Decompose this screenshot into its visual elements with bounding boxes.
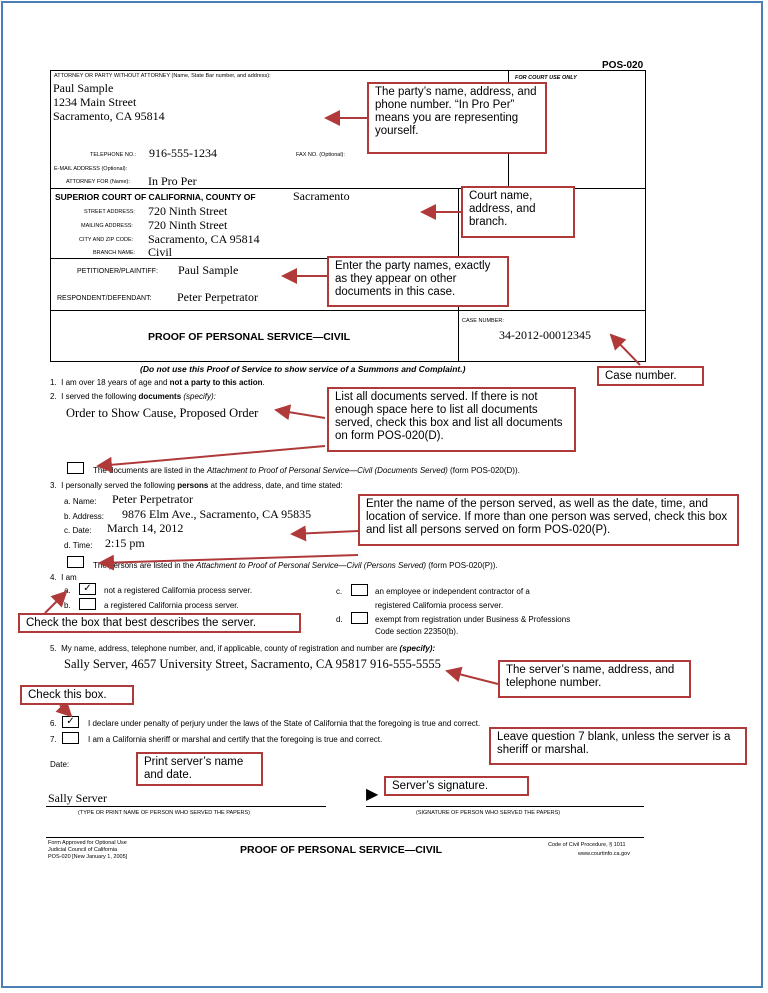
- option-a-letter: a.: [64, 586, 71, 595]
- name-label: a. Name:: [64, 497, 97, 506]
- signature-caption: (SIGNATURE OF PERSON WHO SERVED THE PAPERS): [416, 810, 561, 816]
- party-city: Sacramento, CA 95814: [53, 109, 165, 123]
- item-2-bold: documents: [138, 392, 182, 401]
- fax-label: FAX NO. (Optional):: [296, 152, 345, 158]
- telephone-value: 916-555-1234: [149, 146, 217, 160]
- item-1-number: 1.: [50, 378, 57, 387]
- callout-person: Enter the name of the person served, as well as the date, time, and location of service. If more than one person was served, check this box and list all persons served on form POS-020(P).: [358, 494, 739, 546]
- option-d-text-2: Code section 22350(b).: [375, 627, 459, 636]
- item-3-end: at the address, date, and time stated:: [208, 481, 343, 490]
- city-zip-label: CITY AND ZIP CODE:: [79, 237, 134, 243]
- footer-right-1: Code of Civil Procedure, § 1011: [548, 842, 626, 848]
- item-2-spec: (specify):: [181, 392, 216, 401]
- signature-arrow-icon: ▶: [366, 786, 379, 803]
- callout-case-number: Case number.: [597, 366, 704, 386]
- date-served-value: March 14, 2012: [107, 521, 184, 535]
- respondent-value: Peter Perpetrator: [177, 290, 258, 304]
- callout-documents: List all documents served. If there is not enough space here to list all documents served, check this box and list all documents on form POS-020(D).: [327, 387, 576, 452]
- item-2-text: I served the following: [61, 392, 139, 401]
- court-label: SUPERIOR COURT OF CALIFORNIA, COUNTY OF: [55, 192, 256, 202]
- callout-leave-q7: Leave question 7 blank, unless the server is a sheriff or marshal.: [489, 727, 747, 765]
- case-number-label: CASE NUMBER:: [462, 318, 504, 324]
- option-c-letter: c.: [336, 587, 343, 596]
- callout-signature: Server’s signature.: [384, 776, 529, 796]
- option-a-checkbox[interactable]: ✓: [79, 583, 96, 595]
- footer-left-3: POS-020 [New January 1, 2005]: [48, 854, 128, 860]
- item-7-number: 7.: [50, 735, 57, 744]
- item-1-text: I am over 18 years of age and: [61, 378, 170, 387]
- item-5-text: My name, address, telephone number, and, if applicable, county of registration and number are: [61, 644, 400, 653]
- date-label: Date:: [50, 760, 70, 769]
- arrow-person: [292, 531, 358, 534]
- street-address-value: 720 Ninth Street: [148, 204, 228, 218]
- persons-attach-title: Attachment to Proof of Personal Service—Civil (Persons Served): [196, 561, 427, 570]
- form-title: PROOF OF PERSONAL SERVICE—CIVIL: [148, 331, 351, 343]
- footer-title: PROOF OF PERSONAL SERVICE—CIVIL: [240, 844, 443, 856]
- callout-check-best: Check the box that best describes the server.: [18, 613, 301, 633]
- date-served-label: c. Date:: [64, 526, 92, 535]
- callout-server-info: The server’s name, address, and telephone number.: [498, 660, 691, 698]
- item-4-text: I am: [61, 573, 77, 582]
- party-name: Paul Sample: [53, 81, 114, 95]
- item-6-text: I declare under penalty of perjury under the laws of the State of California that the foregoing is true and correct.: [88, 719, 481, 728]
- option-d-letter: d.: [336, 615, 343, 624]
- callout-party: The party’s name, address, and phone number. “In Pro Per” means you are representing yourself.: [367, 82, 547, 154]
- option-c-text-2: registered California process server.: [375, 601, 504, 610]
- party-street: 1234 Main Street: [53, 95, 137, 109]
- persons-attach-lead: The persons are listed in the: [93, 561, 197, 570]
- item-3-text: I personally served the following: [61, 481, 178, 490]
- arrow-persons-checkbox: [100, 555, 358, 563]
- documents-value: Order to Show Cause, Proposed Order: [66, 406, 259, 420]
- branch-value: Civil: [148, 245, 173, 259]
- item-2-number: 2.: [50, 392, 57, 401]
- item-7-text: I am a California sheriff or marshal and certify that the foregoing is true and correct.: [88, 735, 383, 744]
- petitioner-value: Paul Sample: [178, 263, 239, 277]
- server-name-value: Sally Server: [48, 791, 107, 805]
- name-value: Peter Perpetrator: [112, 492, 193, 506]
- item-3-bold: persons: [177, 481, 209, 490]
- branch-label: BRANCH NAME:: [93, 250, 136, 256]
- email-label: E-MAIL ADDRESS (Optional):: [54, 166, 128, 172]
- respondent-label: RESPONDENT/DEFENDANT:: [57, 295, 152, 302]
- callout-check-this: Check this box.: [20, 685, 134, 705]
- footer-left-1: Form Approved for Optional Use: [48, 840, 127, 846]
- arrow-docs-checkbox: [98, 446, 325, 466]
- arrow-check-this: [60, 705, 71, 716]
- item-4-number: 4.: [50, 573, 57, 582]
- city-zip-value: Sacramento, CA 95814: [148, 232, 260, 246]
- attorney-for-label: ATTORNEY FOR (Name):: [66, 179, 130, 185]
- callout-parties: Enter the party names, exactly as they appear on other documents in this case.: [327, 256, 509, 307]
- option-b-letter: b.: [64, 601, 71, 610]
- attorney-label: ATTORNEY OR PARTY WITHOUT ATTORNEY (Name, State Bar number, and address):: [54, 73, 271, 79]
- arrow-server-info: [447, 671, 498, 684]
- county-value: Sacramento: [293, 189, 350, 203]
- option-a-text: not a registered California process server.: [104, 586, 253, 595]
- time-value: 2:15 pm: [105, 536, 145, 550]
- print-name-caption: (TYPE OR PRINT NAME OF PERSON WHO SERVED THE PAPERS): [78, 810, 250, 816]
- street-address-label: STREET ADDRESS:: [84, 209, 135, 215]
- time-label: d. Time:: [64, 541, 93, 550]
- callout-print-name: Print server’s name and date.: [136, 752, 263, 786]
- address-label: b. Address:: [64, 512, 105, 521]
- option-d-text-1: exempt from registration under Business & Professions: [375, 615, 571, 624]
- server-info-value: Sally Server, 4657 University Street, Sacramento, CA 95817 916-555-5555: [64, 657, 441, 671]
- mailing-address-value: 720 Ninth Street: [148, 218, 228, 232]
- item-6-number: 6.: [50, 719, 57, 728]
- callout-court: Court name, address, and branch.: [461, 186, 575, 238]
- arrow-case-number: [611, 335, 640, 365]
- docs-attach-title: Attachment to Proof of Personal Service—Civil (Documents Served): [206, 466, 448, 475]
- item-3-number: 3.: [50, 481, 57, 490]
- attorney-for-value: In Pro Per: [148, 174, 197, 188]
- option-c-text-1: an employee or independent contractor of a: [375, 587, 530, 596]
- docs-attach-end: (form POS-020(D)).: [447, 466, 520, 475]
- notice-text: (Do not use this Proof of Service to show service of a Summons and Complaint.): [140, 364, 466, 374]
- form-number: POS-020: [602, 60, 644, 71]
- telephone-label: TELEPHONE NO.:: [90, 152, 137, 158]
- option-b-text: a registered California process server.: [104, 601, 239, 610]
- mailing-address-label: MAILING ADDRESS:: [81, 223, 133, 229]
- persons-attach-end: (form POS-020(P)).: [426, 561, 498, 570]
- footer-left-2: Judicial Council of California: [48, 847, 118, 853]
- footer-right-2: www.courtinfo.ca.gov: [578, 851, 630, 857]
- address-value: 9876 Elm Ave., Sacramento, CA 95835: [122, 507, 312, 521]
- item-6-checkbox[interactable]: ✓: [62, 716, 79, 728]
- item-1-end: .: [262, 378, 265, 387]
- court-use-label: FOR COURT USE ONLY: [515, 75, 577, 81]
- petitioner-label: PETITIONER/PLAINTIFF:: [77, 268, 158, 275]
- case-number-value: 34-2012-00012345: [499, 328, 591, 342]
- item-5-spec: (specify):: [399, 644, 436, 653]
- item-5-number: 5.: [50, 644, 57, 653]
- item-1-bold: not a party to this action: [169, 378, 263, 387]
- docs-attach-lead: The documents are listed in the: [93, 466, 207, 475]
- arrow-check-best: [45, 592, 66, 613]
- arrow-documents: [276, 410, 325, 418]
